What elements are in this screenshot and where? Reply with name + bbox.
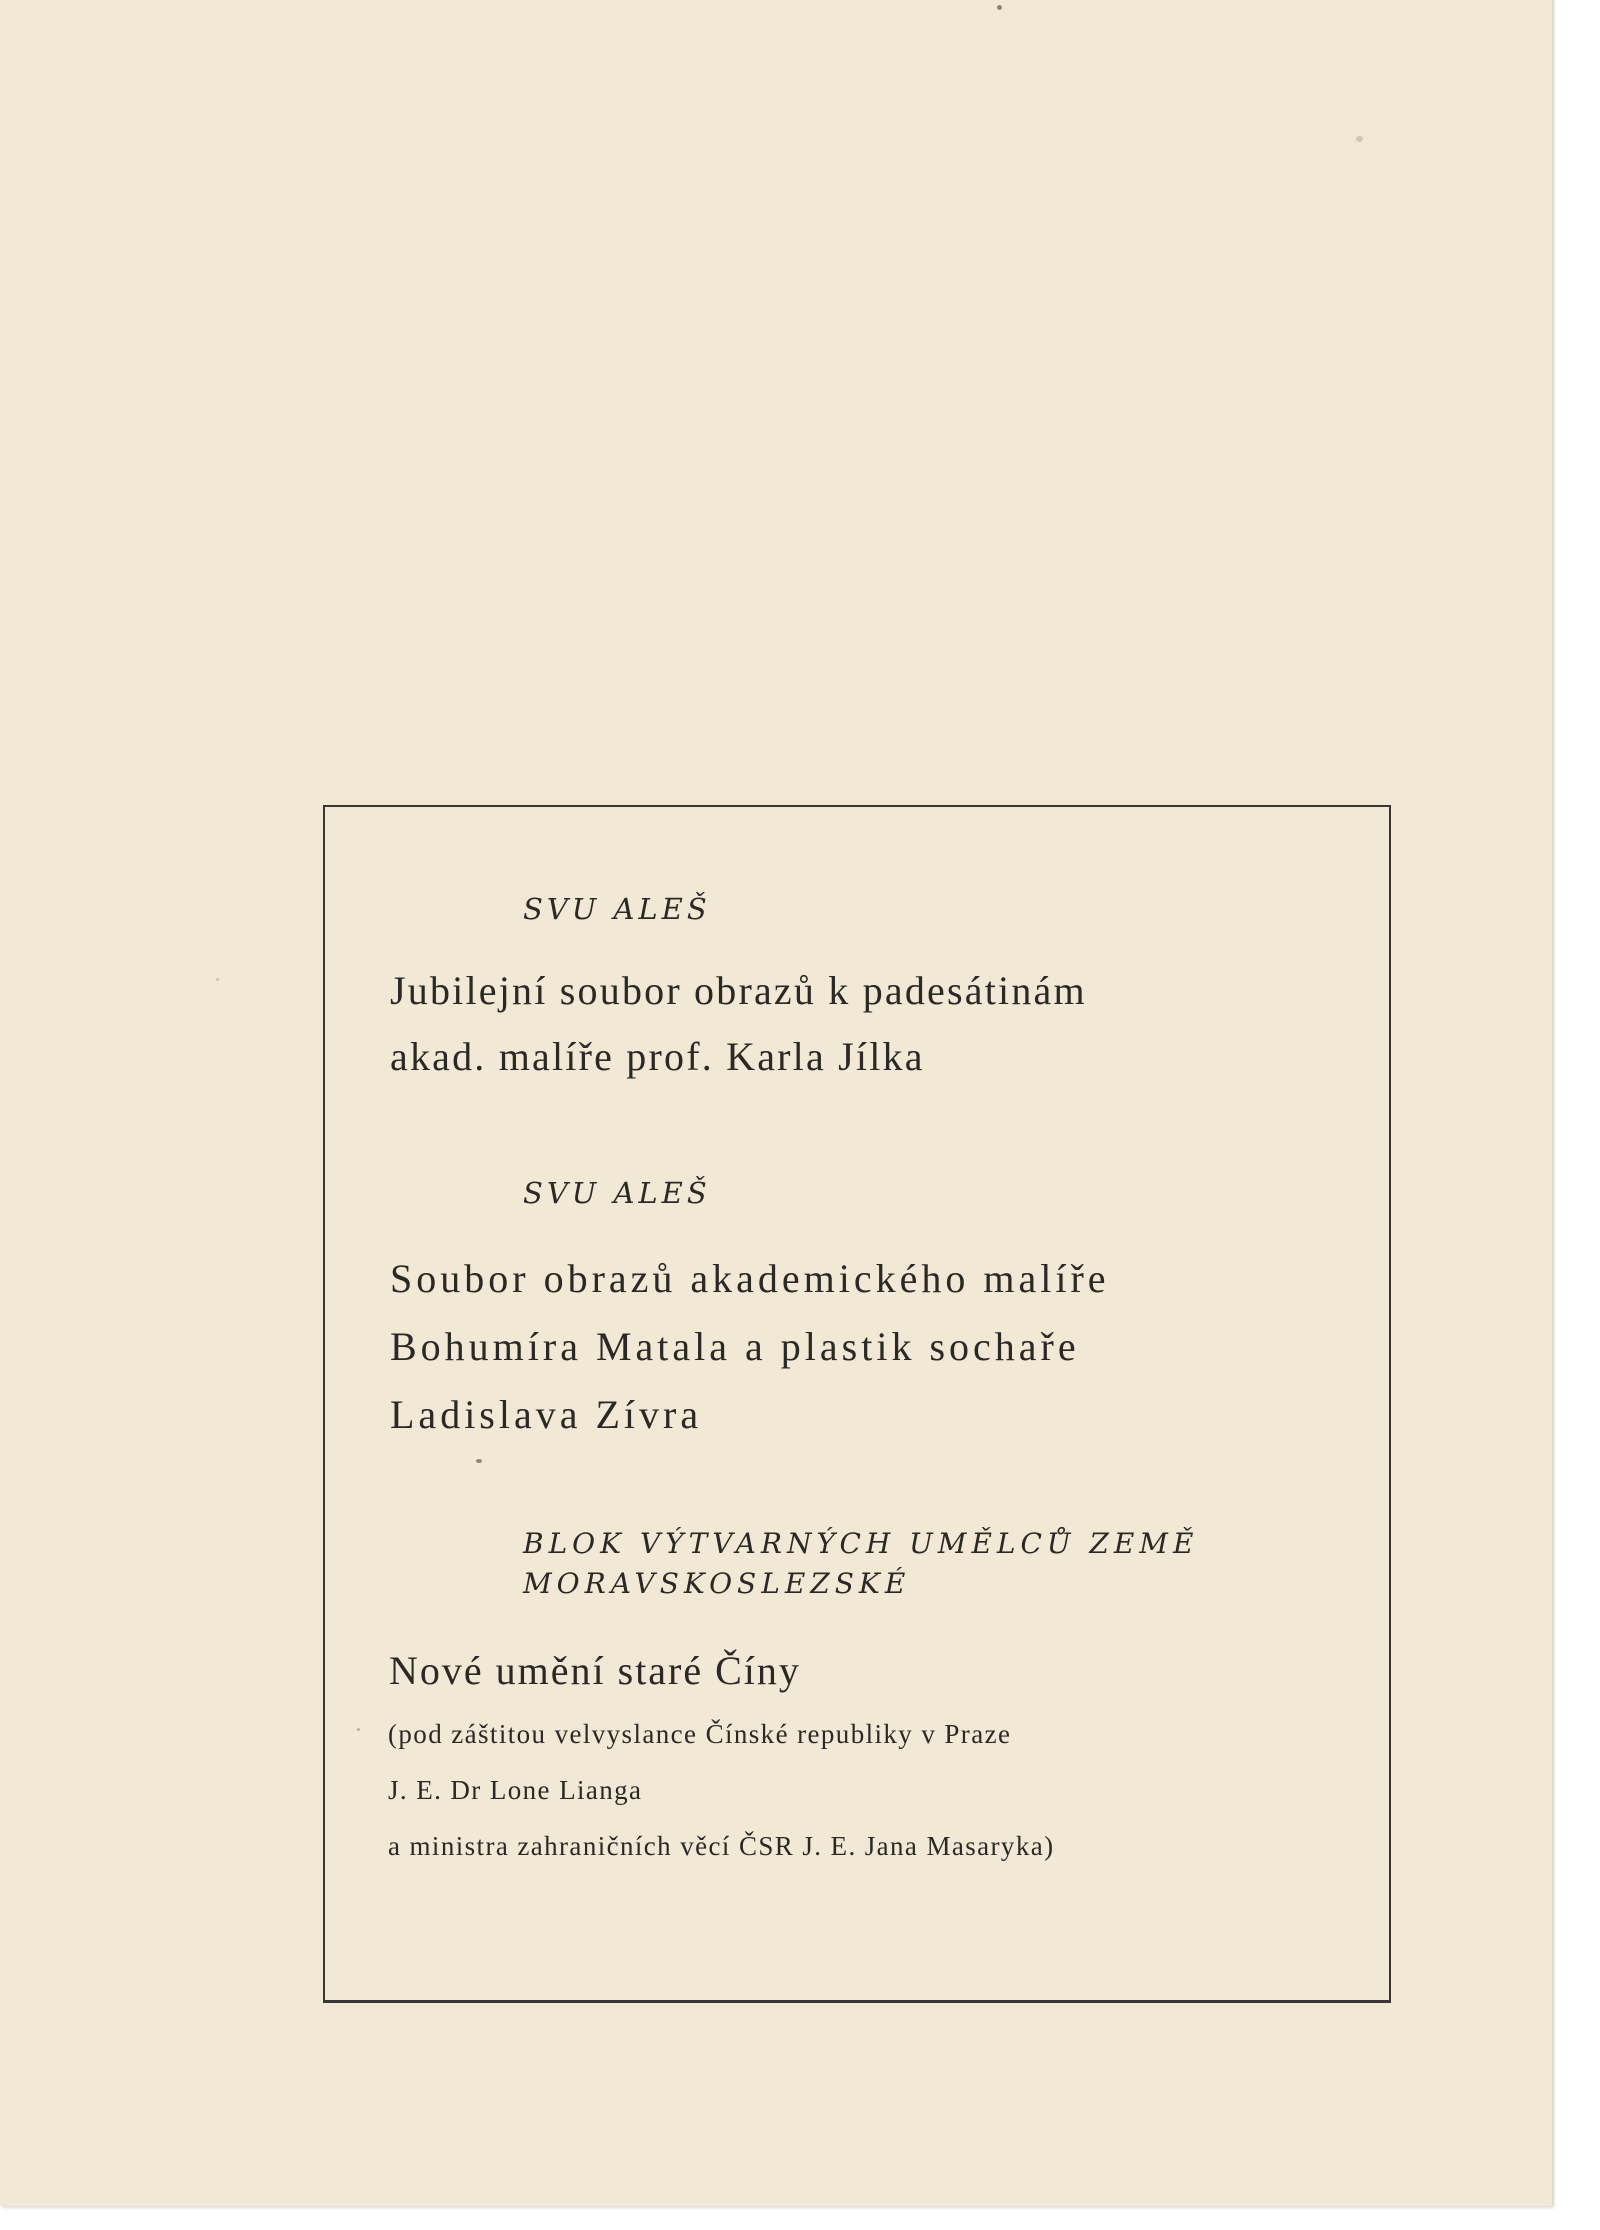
paper-speck (476, 1459, 482, 1463)
section3-note-line-2: J. E. Dr Lone Lianga (388, 1775, 643, 1805)
section2-title-line-3: Ladislava Zívra (390, 1392, 703, 1437)
section3-note-line-3: a ministra zahraničních věcí ČSR J. E. Jana Masaryka) (388, 1831, 1055, 1861)
section3-organization-line-2: MORAVSKOSLEZSKÉ (523, 1567, 911, 1600)
section2-organization: SVU ALEŠ (523, 1176, 711, 1210)
section1-title (390, 958, 1087, 1090)
section3-note (388, 1706, 1055, 1874)
paper-speck (997, 5, 1002, 10)
section3-organization-line-1: BLOK VÝTVARNÝCH UMĚLCŮ ZEMĚ (523, 1527, 1199, 1560)
section3-organization (523, 1524, 1198, 1604)
section1-organization: SVU ALEŠ (523, 892, 711, 926)
section2-title-line-1: Soubor obrazů akademického malíře (390, 1256, 1110, 1301)
paper-edge-shadow (1552, 0, 1556, 2206)
section1-title-line-1: Jubilejní soubor obrazů k padesátinám (390, 968, 1087, 1013)
section3-note-line-1: (pod záštitou velvyslance Čínské republiky v Praze (388, 1719, 1012, 1749)
paper-speck (1356, 136, 1363, 142)
paper-speck (216, 978, 219, 981)
section1-title-line-2: akad. malíře prof. Karla Jílka (390, 1034, 925, 1079)
paper-speck (357, 1728, 360, 1731)
section2-title-line-2: Bohumíra Matala a plastik sochaře (390, 1324, 1080, 1369)
section2-title (390, 1245, 1110, 1449)
section3-title: Nové umění staré Číny (389, 1648, 801, 1693)
